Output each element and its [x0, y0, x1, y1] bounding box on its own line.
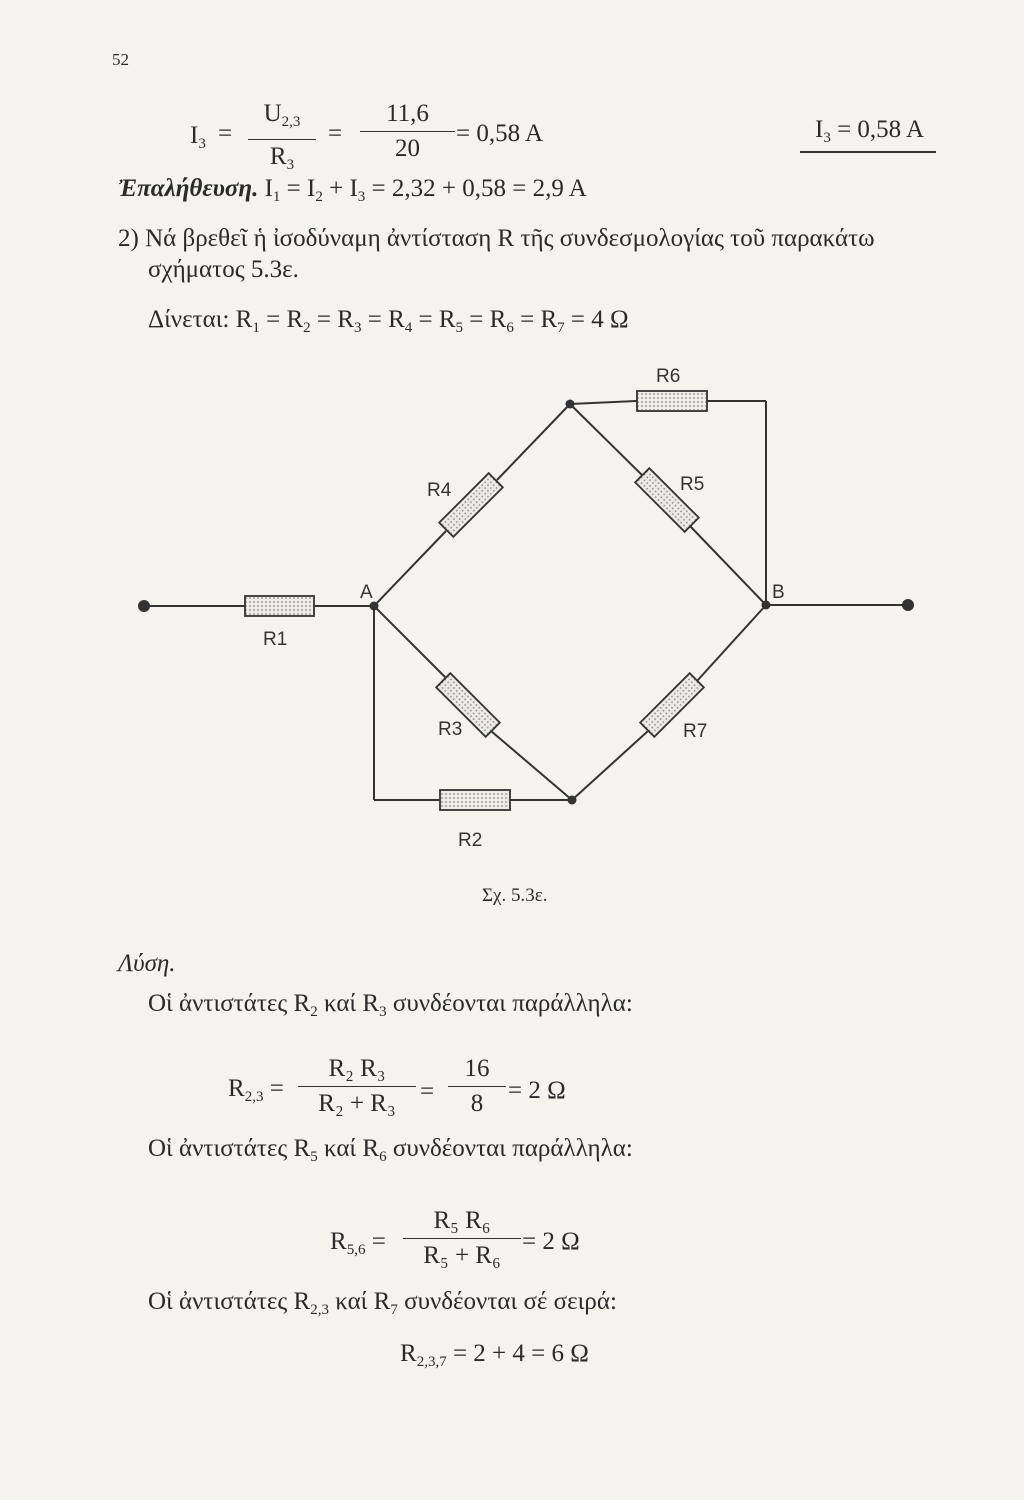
node-top: [566, 400, 575, 409]
label-r2: R2: [458, 830, 483, 851]
label-r3: R3: [438, 719, 463, 740]
i3-label: $I_3$: [190, 122, 206, 152]
fraction-u-over-r: $U_{2,3}$ $R_3$: [248, 100, 316, 179]
wire-top-r6: [570, 401, 637, 404]
resistor-r6: [637, 391, 707, 411]
label-r5: R5: [680, 474, 705, 495]
terminal-left: [138, 600, 150, 612]
node-b: [762, 601, 771, 610]
formula2-lhs: $R_{5,6}$ =: [330, 1228, 386, 1258]
boxed-result: $I_3 = 0,58$ A: [815, 116, 925, 146]
solution-sentence-2: Οἱ ἀντιστάτες $R_5$ καί $R_6$ συνδέονται παράλληλα:: [148, 1135, 633, 1165]
figure-caption: Σχ. 5.3ε.: [482, 885, 548, 906]
solution-sentence-3: Οἱ ἀντιστάτες $R_{2,3}$ καί $R_7$ συνδέονται σέ σειρά:: [148, 1288, 617, 1318]
label-node-a: A: [360, 582, 373, 603]
wire-r4-top: [497, 404, 570, 480]
node-bottom: [568, 796, 577, 805]
problem-line-2: σχήματος 5.3ε.: [148, 256, 299, 283]
resistor-r1: [245, 596, 314, 616]
wire-bottom-r7: [572, 731, 648, 800]
label-r4: R4: [427, 480, 452, 501]
formula1-fraction-numeric: 16 8: [448, 1055, 506, 1118]
equals-sign-2: =: [328, 120, 343, 147]
wire-top-r5: [570, 404, 643, 476]
given-line: Δίνεται: $R_1 = R_2 = R_3 = R_4 = R_5 = R_6 = R_7 = 4$ Ω: [148, 306, 629, 336]
wire-r5-b: [690, 526, 766, 605]
resistor-r2: [440, 790, 510, 810]
formula2-result: = 2 Ω: [522, 1228, 580, 1255]
label-r1: R1: [263, 629, 288, 650]
label-r7: R7: [683, 721, 708, 742]
label-node-b: B: [772, 582, 785, 603]
solution-title: Λύση.: [118, 950, 176, 977]
formula1-equals: =: [420, 1078, 435, 1105]
wire-a-r3: [374, 606, 446, 678]
formula3: $R_{2,3,7} = 2 + 4 = 6$ Ω: [400, 1340, 589, 1370]
formula1-lhs: $R_{2,3}$ =: [228, 1075, 284, 1105]
label-r6: R6: [656, 366, 681, 387]
fraction-numeric: 11,6 20: [360, 100, 455, 163]
formula1-result: = 2 Ω: [508, 1077, 566, 1104]
equals-sign: =: [218, 120, 233, 147]
verification-line: Ἐπαλήθευση. $I_1 = I_2 + I_3 = 2,32 + 0,58 = 2,9$ A: [118, 175, 587, 205]
problem-line-1: 2) Νά βρεθεῖ ἡ ἰσοδύναμη ἀντίσταση R τῆς συνδεσμολογίας τοῦ παρακάτω: [118, 225, 875, 252]
formula1-fraction-symbolic: R₂ R₃ R₂ + R₃: [298, 1055, 416, 1118]
page-number: 52: [112, 50, 129, 69]
solution-sentence-1: Οἱ ἀντιστάτες $R_2$ καί $R_3$ συνδέονται παράλληλα:: [148, 990, 633, 1020]
top-result: = 0,58 A: [456, 120, 544, 147]
wire-r7-b: [697, 605, 766, 681]
wire-a-r4: [374, 531, 446, 606]
terminal-right: [902, 599, 914, 611]
formula2-fraction: R₅ R₆ R₅ + R₆: [403, 1207, 521, 1270]
